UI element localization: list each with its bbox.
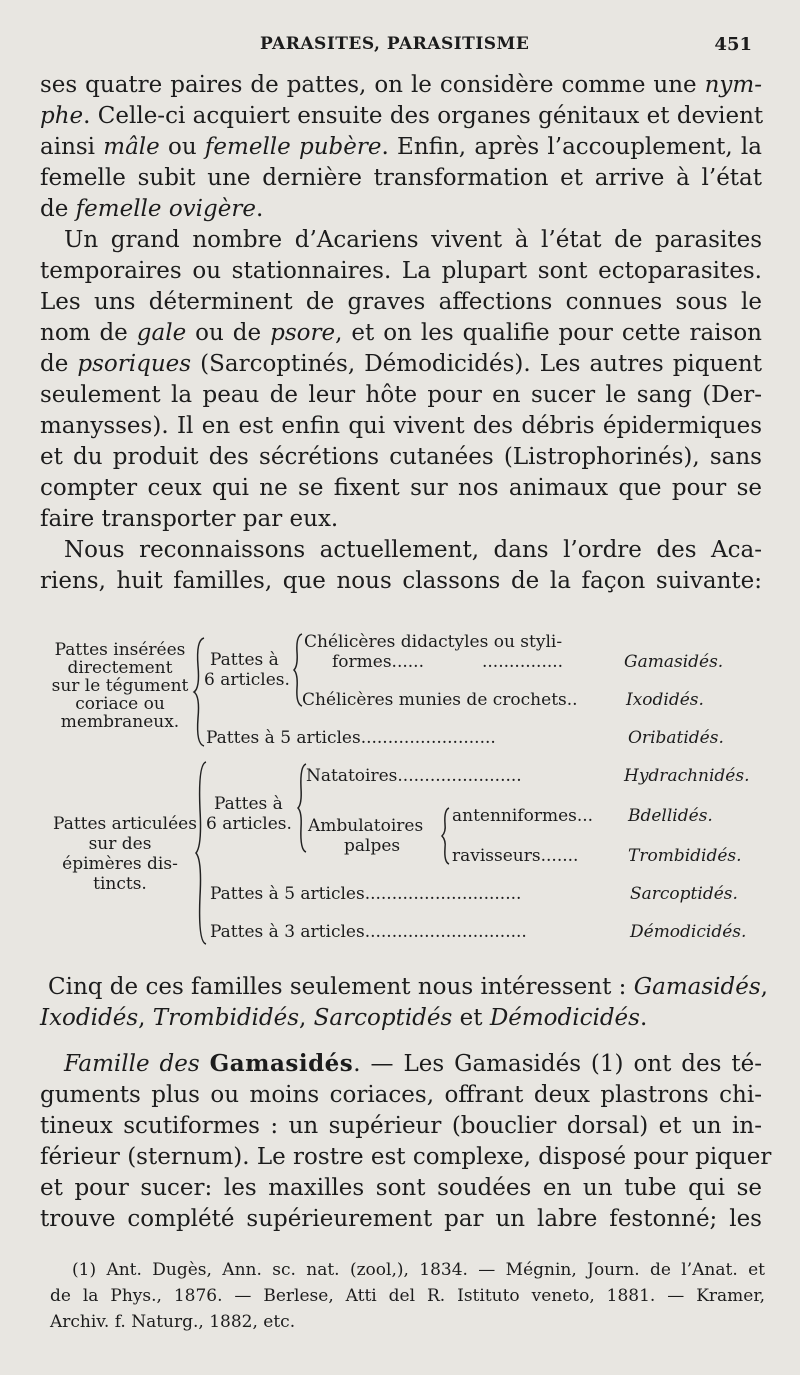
text-span: ainsi xyxy=(40,134,104,160)
text-span: . xyxy=(255,196,264,222)
text-line xyxy=(40,194,762,224)
text-line: férieur (sternum). Le rostre est complexe, disposé pour piquer xyxy=(40,1144,772,1170)
palpes-label: palpes xyxy=(344,836,401,856)
group1-label-line: Pattes insérées xyxy=(54,640,186,660)
text-span: . — Les Gamasidés (1) ont des té- xyxy=(353,1051,763,1077)
text-span: (Sarcoptinés, Démodicidés). Les autres piquent xyxy=(191,351,762,377)
group2-label-line: Pattes articulées xyxy=(53,814,197,834)
running-head xyxy=(0,34,800,58)
text-span: . Celle-ci acquiert ensuite des organes génitaux et devient xyxy=(83,103,764,129)
c1a-line: formes...... xyxy=(332,652,424,672)
text-line: Un grand nombre d’Acariens vivent à l’état de parasites xyxy=(64,227,762,253)
group2-label-line: sur des xyxy=(88,834,152,854)
text-span: , xyxy=(138,1005,153,1031)
text-span: ou xyxy=(159,134,205,160)
group2-label-line: tincts. xyxy=(93,874,147,894)
italic-span: Démodicidés xyxy=(489,1005,640,1031)
footnote-line: Archiv. f. Naturg., 1882, etc. xyxy=(50,1312,296,1332)
text-span: . xyxy=(639,1005,648,1031)
p3-line: Pattes à 3 articles.............................. xyxy=(210,922,527,942)
page-number: 451 xyxy=(714,34,752,55)
text-line: femelle subit une dernière transformation et arrive à l’état xyxy=(40,165,762,191)
group1-sub-line: 6 articles. xyxy=(204,670,290,690)
ambulatoires-label: Ambulatoires xyxy=(308,816,424,836)
footnote-line: (1) Ant. Dugès, Ann. sc. nat. (zool,), 1834. — Mégnin, Journ. de l’Anat. et xyxy=(72,1260,765,1280)
group1-label-line: directement xyxy=(67,658,173,678)
text-span: et xyxy=(452,1005,490,1031)
italic-span: nym- xyxy=(704,72,762,98)
family-bdellides: Bdellidés. xyxy=(628,806,713,826)
italic-span: psore xyxy=(270,320,336,346)
text-span: nom de xyxy=(40,320,137,346)
italic-span: Sarcoptidés xyxy=(313,1005,453,1031)
c1a-line: Chélicères didactyles ou styli- xyxy=(304,632,563,652)
family-demodicides: Démodicidés. xyxy=(630,922,747,942)
group1-label-line: membraneux. xyxy=(60,712,180,732)
text-line: Les uns déterminent de graves affections connues sous le xyxy=(40,289,762,315)
family-ixodides: Ixodidés. xyxy=(626,690,704,710)
family-gamasides: Gamasidés. xyxy=(624,652,724,672)
italic-span: psoriques xyxy=(77,351,192,377)
section-heading: Gamasidés xyxy=(209,1050,354,1077)
text-line xyxy=(40,349,762,379)
c1b-line: Chélicères munies de crochets.. xyxy=(302,690,578,710)
text-span: ou de xyxy=(186,320,271,346)
italic-span: Famille des xyxy=(64,1051,210,1077)
family-trombidides: Trombididés. xyxy=(628,846,742,866)
palpes-brace xyxy=(440,806,452,866)
text-span: , et on les qualifie pour cette raison xyxy=(335,320,762,346)
italic-span: Ixodidés xyxy=(40,1005,139,1031)
text-span: ses quatre paires de pattes, on le considère comme une xyxy=(40,72,705,98)
natatoires-line: Natatoires....................... xyxy=(306,766,522,786)
c2-line: Pattes à 5 articles......................... xyxy=(206,728,496,748)
group1-sub-line: Pattes à xyxy=(210,650,279,670)
group1-label-line: coriace ou xyxy=(75,694,165,714)
running-title: PARASITES, PARASITISME xyxy=(260,34,530,54)
text-line: trouve complété supérieurement par un labre festonné; les xyxy=(40,1206,762,1232)
ravisseurs-line: ravisseurs....... xyxy=(452,846,579,866)
text-line: tineux scutiformes : un supérieur (bouclier dorsal) et un in- xyxy=(40,1113,762,1139)
p5-line: Pattes à 5 articles............................. xyxy=(210,884,522,904)
italic-span: mâle xyxy=(103,134,160,160)
italic-span: femelle pubère xyxy=(204,134,382,160)
text-line: et pour sucer: les maxilles sont soudées en un tube qui se xyxy=(40,1175,762,1201)
text-line xyxy=(40,1003,762,1033)
italic-span: Gamasidés xyxy=(633,974,761,1000)
group2-sub-line: 6 articles. xyxy=(206,814,292,834)
text-span: de xyxy=(40,351,78,377)
family-hydrachnides: Hydrachnidés. xyxy=(624,766,750,786)
c1a-dots: ............... xyxy=(482,652,564,672)
text-line: temporaires ou stationnaires. La plupart sont ectoparasites. xyxy=(40,258,762,284)
group1-label-line: sur le tégument xyxy=(51,676,189,696)
text-span: . Enfin, après l’accouplement, la xyxy=(381,134,762,160)
italic-span: phe xyxy=(40,103,84,129)
text-line xyxy=(40,318,762,348)
text-span: , xyxy=(760,974,768,1000)
text-span: , xyxy=(299,1005,314,1031)
text-line: et du produit des sécrétions cutanées (Listrophorinés), sans xyxy=(40,444,762,470)
family-sarcoptides: Sarcoptidés. xyxy=(630,884,738,904)
group2-label-line: épimères dis- xyxy=(62,854,178,874)
text-line: Nous reconnaissons actuellement, dans l’ordre des Aca- xyxy=(64,537,762,563)
antenniformes-line: antenniformes... xyxy=(452,806,594,826)
text-line xyxy=(40,70,762,100)
text-span: Cinq de ces familles seulement nous intéressent : xyxy=(48,974,634,1000)
text-line: compter ceux qui ne se fixent sur nos animaux que pour se xyxy=(40,475,762,501)
text-line xyxy=(48,972,768,1002)
text-line: guments plus ou moins coriaces, offrant deux plastrons chi- xyxy=(40,1082,762,1108)
text-line xyxy=(40,101,762,131)
italic-span: gale xyxy=(136,320,187,346)
text-line xyxy=(64,1049,762,1079)
text-line: seulement la peau de leur hôte pour en sucer le sang (Der- xyxy=(40,382,762,408)
group2-brace xyxy=(194,760,210,946)
text-line: faire transporter par eux. xyxy=(40,506,339,532)
text-line: riens, huit familles, que nous classons de la façon suivante: xyxy=(40,568,762,594)
italic-span: Trombididés xyxy=(152,1005,300,1031)
footnote-line: de la Phys., 1876. — Berlese, Atti del R. Istituto veneto, 1881. — Kramer, xyxy=(50,1286,765,1306)
text-line: manysses). Il en est enfin qui vivent des débris épidermiques xyxy=(40,413,762,439)
text-line xyxy=(40,132,762,162)
text-span: de xyxy=(40,196,76,222)
group2-sub-line: Pattes à xyxy=(214,794,283,814)
italic-span: femelle ovigère xyxy=(75,196,256,222)
family-oribatides: Oribatidés. xyxy=(628,728,724,748)
